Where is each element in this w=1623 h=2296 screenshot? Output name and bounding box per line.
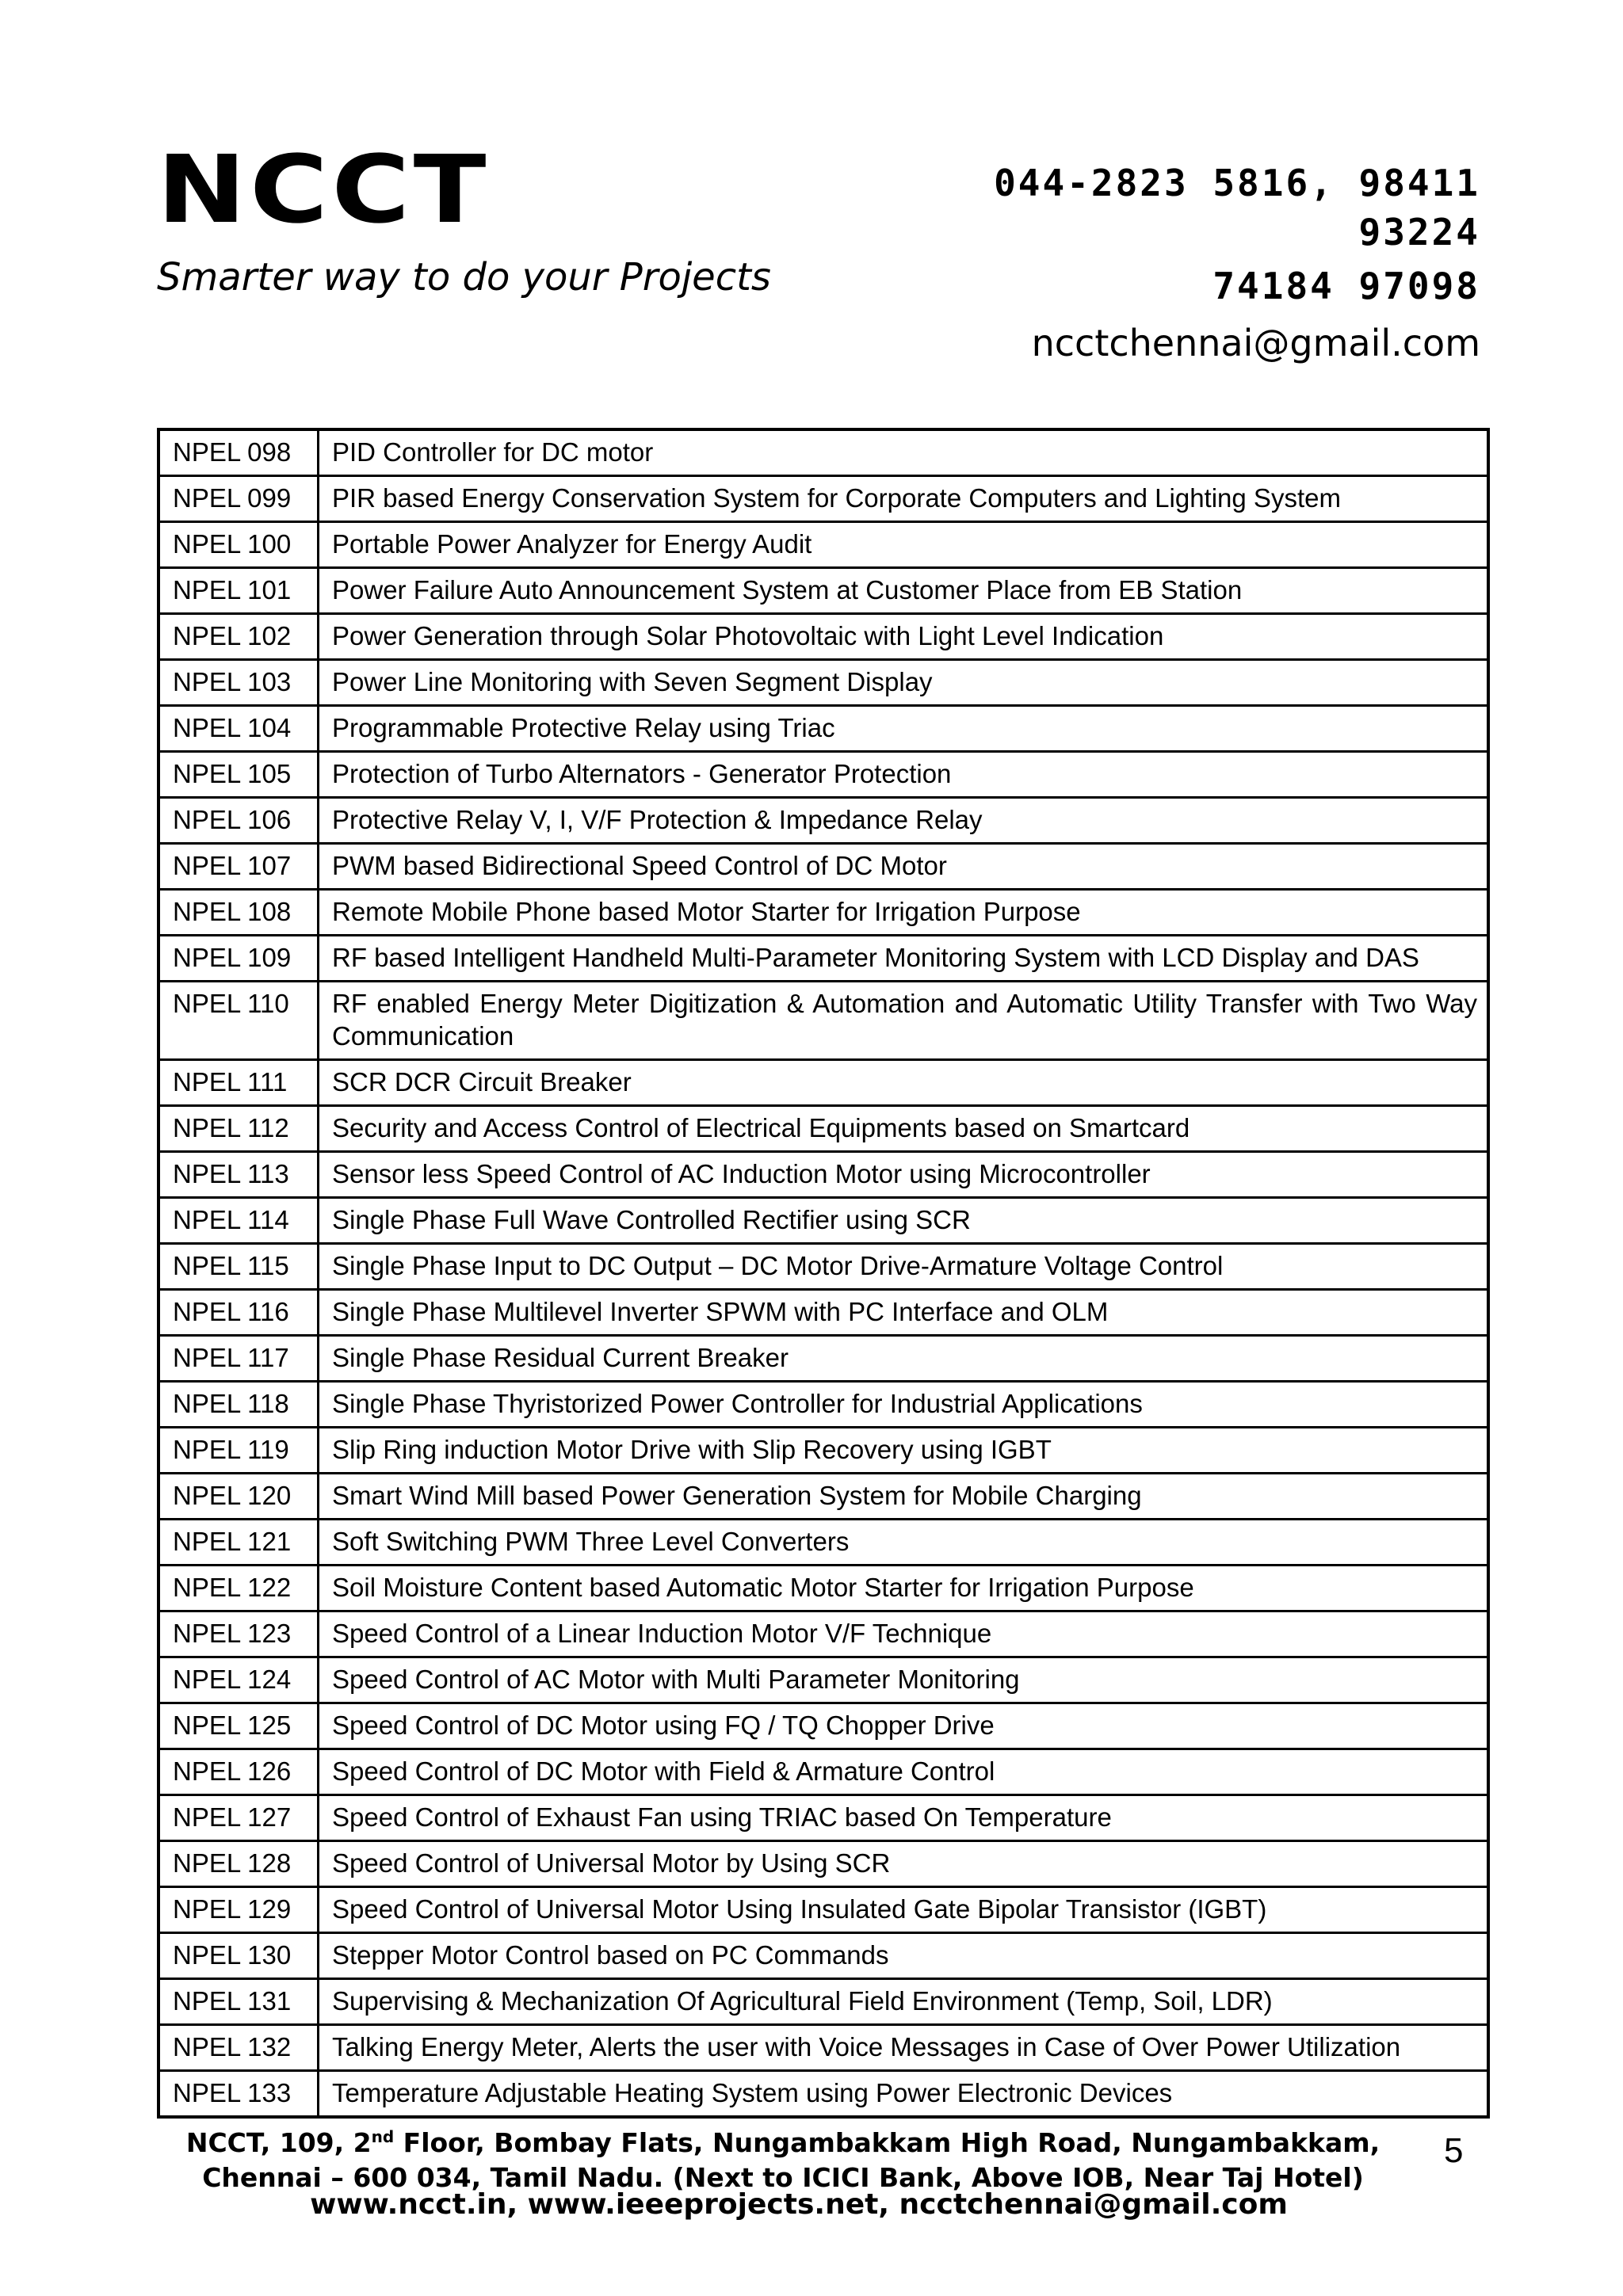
project-title: Speed Control of Exhaust Fan using TRIAC based On Temperature xyxy=(319,1795,1489,1841)
table-row xyxy=(158,1841,1488,1887)
table-row xyxy=(158,1933,1488,1979)
project-title: Power Line Monitoring with Seven Segment Display xyxy=(319,660,1489,706)
phone-line-3: 74184 97098 xyxy=(1212,265,1480,307)
project-title: Remote Mobile Phone based Motor Starter for Irrigation Purpose xyxy=(319,890,1489,936)
project-code: NPEL 121 xyxy=(158,1520,319,1566)
project-code: NPEL 117 xyxy=(158,1336,319,1382)
table-row xyxy=(158,2071,1488,2118)
table-row xyxy=(158,1795,1488,1841)
project-code: NPEL 118 xyxy=(158,1382,319,1428)
project-code: NPEL 131 xyxy=(158,1979,319,2025)
project-code: NPEL 119 xyxy=(158,1428,319,1474)
project-code: NPEL 099 xyxy=(158,476,319,522)
project-code: NPEL 107 xyxy=(158,844,319,890)
table-row xyxy=(158,1106,1488,1152)
page-header xyxy=(0,0,1623,412)
project-title: Protection of Turbo Alternators - Generator Protection xyxy=(319,752,1489,798)
project-title: Single Phase Multilevel Inverter SPWM with PC Interface and OLM xyxy=(319,1290,1489,1336)
project-title: Speed Control of DC Motor using FQ / TQ Chopper Drive xyxy=(319,1703,1489,1749)
project-title: Single Phase Residual Current Breaker xyxy=(319,1336,1489,1382)
table-row xyxy=(158,614,1488,660)
project-code: NPEL 110 xyxy=(158,982,319,1060)
project-code: NPEL 120 xyxy=(158,1474,319,1520)
table-row xyxy=(158,936,1488,982)
footer-links[interactable]: www.ncct.in, www.ieeeprojects.net, ncctchennai@gmail.com xyxy=(310,2188,1288,2221)
project-code: NPEL 102 xyxy=(158,614,319,660)
project-title: Single Phase Full Wave Controlled Rectifier using SCR xyxy=(319,1198,1489,1244)
project-title: PID Controller for DC motor xyxy=(319,429,1489,476)
project-title: Soft Switching PWM Three Level Converters xyxy=(319,1520,1489,1566)
project-title: SCR DCR Circuit Breaker xyxy=(319,1060,1489,1106)
project-table xyxy=(157,428,1490,2119)
table-row xyxy=(158,660,1488,706)
project-title: Speed Control of Universal Motor Using Insulated Gate Bipolar Transistor (IGBT) xyxy=(319,1887,1489,1933)
project-title: RF based Intelligent Handheld Multi-Parameter Monitoring System with LCD Display and DAS xyxy=(319,936,1489,982)
table-row xyxy=(158,1611,1488,1657)
project-code: NPEL 112 xyxy=(158,1106,319,1152)
project-title: RF enabled Energy Meter Digitization & Automation and Automatic Utility Transfer with Two Way Communication xyxy=(319,982,1489,1060)
logo: NCCT xyxy=(157,135,491,244)
project-code: NPEL 115 xyxy=(158,1244,319,1290)
table-row xyxy=(158,1887,1488,1933)
project-code: NPEL 111 xyxy=(158,1060,319,1106)
table-row xyxy=(158,844,1488,890)
project-title: Speed Control of DC Motor with Field & Armature Control xyxy=(319,1749,1489,1795)
project-title: Security and Access Control of Electrical Equipments based on Smartcard xyxy=(319,1106,1489,1152)
project-title: Single Phase Input to DC Output – DC Motor Drive-Armature Voltage Control xyxy=(319,1244,1489,1290)
project-title: PWM based Bidirectional Speed Control of DC Motor xyxy=(319,844,1489,890)
table-row xyxy=(158,1703,1488,1749)
table-row xyxy=(158,706,1488,752)
project-code: NPEL 124 xyxy=(158,1657,319,1703)
project-code: NPEL 127 xyxy=(158,1795,319,1841)
table-row xyxy=(158,1152,1488,1198)
project-title: Supervising & Mechanization Of Agricultural Field Environment (Temp, Soil, LDR) xyxy=(319,1979,1489,2025)
project-code: NPEL 103 xyxy=(158,660,319,706)
table-row xyxy=(158,1198,1488,1244)
table-row xyxy=(158,890,1488,936)
table-row xyxy=(158,1474,1488,1520)
project-title: Talking Energy Meter, Alerts the user with Voice Messages in Case of Over Power Utilization xyxy=(319,2025,1489,2071)
project-title: Programmable Protective Relay using Triac xyxy=(319,706,1489,752)
table-row xyxy=(158,1060,1488,1106)
table-row xyxy=(158,1657,1488,1703)
phone-line-1: 044-2823 5816, 98411 xyxy=(994,162,1480,204)
project-code: NPEL 113 xyxy=(158,1152,319,1198)
project-title: Speed Control of Universal Motor by Using SCR xyxy=(319,1841,1489,1887)
footer-address xyxy=(157,2119,1409,2195)
project-title: Speed Control of AC Motor with Multi Parameter Monitoring xyxy=(319,1657,1489,1703)
table-row xyxy=(158,522,1488,568)
project-title: Smart Wind Mill based Power Generation System for Mobile Charging xyxy=(319,1474,1489,1520)
table-row xyxy=(158,1749,1488,1795)
project-title: Sensor less Speed Control of AC Induction Motor using Microcontroller xyxy=(319,1152,1489,1198)
table-row xyxy=(158,1520,1488,1566)
project-title: Portable Power Analyzer for Energy Audit xyxy=(319,522,1489,568)
table-row xyxy=(158,568,1488,614)
project-title: Slip Ring induction Motor Drive with Slip Recovery using IGBT xyxy=(319,1428,1489,1474)
address-line-2: Chennai – 600 034, Tamil Nadu. (Next to ICICI Bank, Above IOB, Near Taj Hotel) xyxy=(202,2162,1364,2193)
project-title: Soil Moisture Content based Automatic Motor Starter for Irrigation Purpose xyxy=(319,1566,1489,1611)
phone-line-2: 93224 xyxy=(1358,211,1480,254)
project-code: NPEL 105 xyxy=(158,752,319,798)
project-code: NPEL 104 xyxy=(158,706,319,752)
table-row xyxy=(158,1244,1488,1290)
table-row xyxy=(158,1979,1488,2025)
contact-block xyxy=(994,158,1480,371)
project-title: Temperature Adjustable Heating System using Power Electronic Devices xyxy=(319,2071,1489,2118)
project-title: Stepper Motor Control based on PC Commands xyxy=(319,1933,1489,1979)
project-code: NPEL 126 xyxy=(158,1749,319,1795)
project-code: NPEL 106 xyxy=(158,798,319,844)
project-code: NPEL 122 xyxy=(158,1566,319,1611)
table-row xyxy=(158,752,1488,798)
project-code: NPEL 132 xyxy=(158,2025,319,2071)
project-code: NPEL 130 xyxy=(158,1933,319,1979)
table-row xyxy=(158,1382,1488,1428)
tagline: Smarter way to do your Projects xyxy=(157,255,771,299)
project-code: NPEL 108 xyxy=(158,890,319,936)
project-code: NPEL 109 xyxy=(158,936,319,982)
project-code: NPEL 128 xyxy=(158,1841,319,1887)
table-row xyxy=(158,798,1488,844)
project-code: NPEL 129 xyxy=(158,1887,319,1933)
table-row xyxy=(158,1336,1488,1382)
project-code: NPEL 098 xyxy=(158,429,319,476)
table-row xyxy=(158,1566,1488,1611)
project-code: NPEL 100 xyxy=(158,522,319,568)
project-title: Single Phase Thyristorized Power Controller for Industrial Applications xyxy=(319,1382,1489,1428)
project-title: Speed Control of a Linear Induction Motor V/F Technique xyxy=(319,1611,1489,1657)
table-row xyxy=(158,429,1488,476)
project-code: NPEL 123 xyxy=(158,1611,319,1657)
table-row xyxy=(158,1428,1488,1474)
project-code: NPEL 133 xyxy=(158,2071,319,2118)
table-row xyxy=(158,1290,1488,1336)
project-title: Protective Relay V, I, V/F Protection & Impedance Relay xyxy=(319,798,1489,844)
table-row xyxy=(158,982,1488,1060)
address-line-1: NCCT, 109, 2nd Floor, Bombay Flats, Nungambakkam High Road, Nungambakkam, xyxy=(185,2127,1381,2158)
project-code: NPEL 125 xyxy=(158,1703,319,1749)
project-code: NPEL 114 xyxy=(158,1198,319,1244)
contact-email: ncctchennai@gmail.com xyxy=(1031,322,1480,364)
project-title: PIR based Energy Conservation System for Corporate Computers and Lighting System xyxy=(319,476,1489,522)
project-title: Power Failure Auto Announcement System at Customer Place from EB Station xyxy=(319,568,1489,614)
table-row xyxy=(158,2025,1488,2071)
project-code: NPEL 101 xyxy=(158,568,319,614)
project-title: Power Generation through Solar Photovoltaic with Light Level Indication xyxy=(319,614,1489,660)
page-number: 5 xyxy=(1444,2131,1464,2170)
table-row xyxy=(158,476,1488,522)
project-code: NPEL 116 xyxy=(158,1290,319,1336)
